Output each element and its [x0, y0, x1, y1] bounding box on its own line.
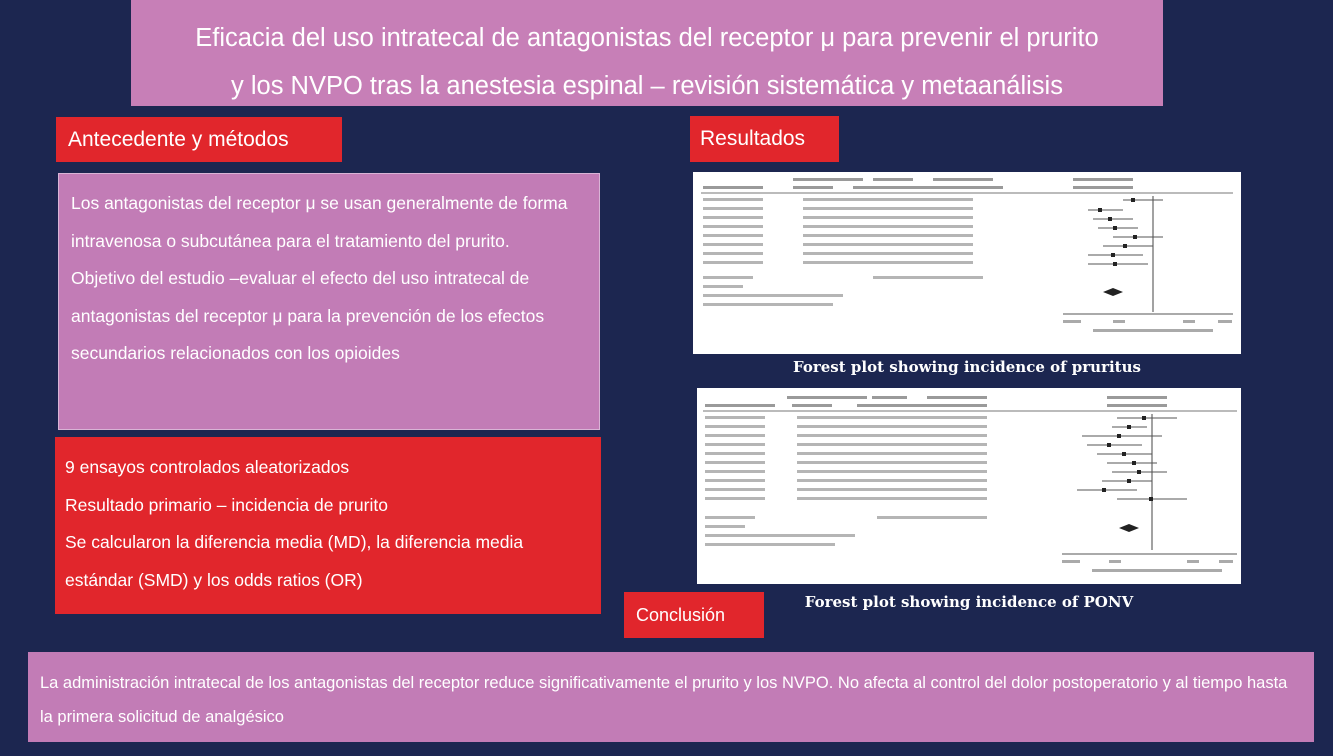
conclusion-text: La administración intratecal de los antagonistas del receptor reduce significativamente el prurito y los NVPO. No afecta al control del dolor postoperatorio y al tiempo hasta la primera solicitud de analgésico	[40, 674, 1288, 726]
conclusion-heading: Conclusión	[624, 592, 764, 638]
background-paragraph-1: Los antagonistas del receptor μ se usan generalmente de forma intravenosa o subcutánea para el tratamiento del prurito.	[71, 193, 568, 251]
background-heading: Antecedente y métodos	[56, 117, 342, 162]
methods-item-1: 9 ensayos controlados aleatorizados	[65, 457, 350, 477]
figure2-caption: Forest plot showing incidence of PONV	[804, 593, 1134, 611]
methods-item-3: Se calcularon la diferencia media (MD), la diferencia media estándar (SMD) y los odds ratios (OR)	[65, 532, 524, 590]
figure1-caption: Forest plot showing incidence of pruritus	[793, 358, 1141, 376]
title-line-1: Eficacia del uso intratecal de antagonistas del receptor μ para prevenir el prurito	[195, 24, 1099, 52]
background-paragraph-2: Objetivo del estudio –evaluar el efecto del uso intratecal de antagonistas del receptor μ para la prevención de los efectos secundarios relacionados con los opioides	[71, 268, 545, 363]
forest-plot-pruritus-graphic	[693, 172, 1241, 354]
background-text-box	[58, 173, 600, 430]
poster-title	[131, 0, 1163, 106]
methods-item-2: Resultado primario – incidencia de prurito	[65, 494, 388, 515]
methods-box	[55, 437, 601, 614]
forest-plot-pruritus-image	[693, 172, 1241, 354]
conclusion-box	[28, 652, 1314, 742]
forest-plot-ponv-graphic	[697, 388, 1241, 584]
title-line-2: y los NVPO tras la anestesia espinal – revisión sistemática y metaanálisis	[231, 72, 1063, 100]
results-heading: Resultados	[690, 116, 839, 162]
forest-plot-ponv-image	[697, 388, 1241, 584]
